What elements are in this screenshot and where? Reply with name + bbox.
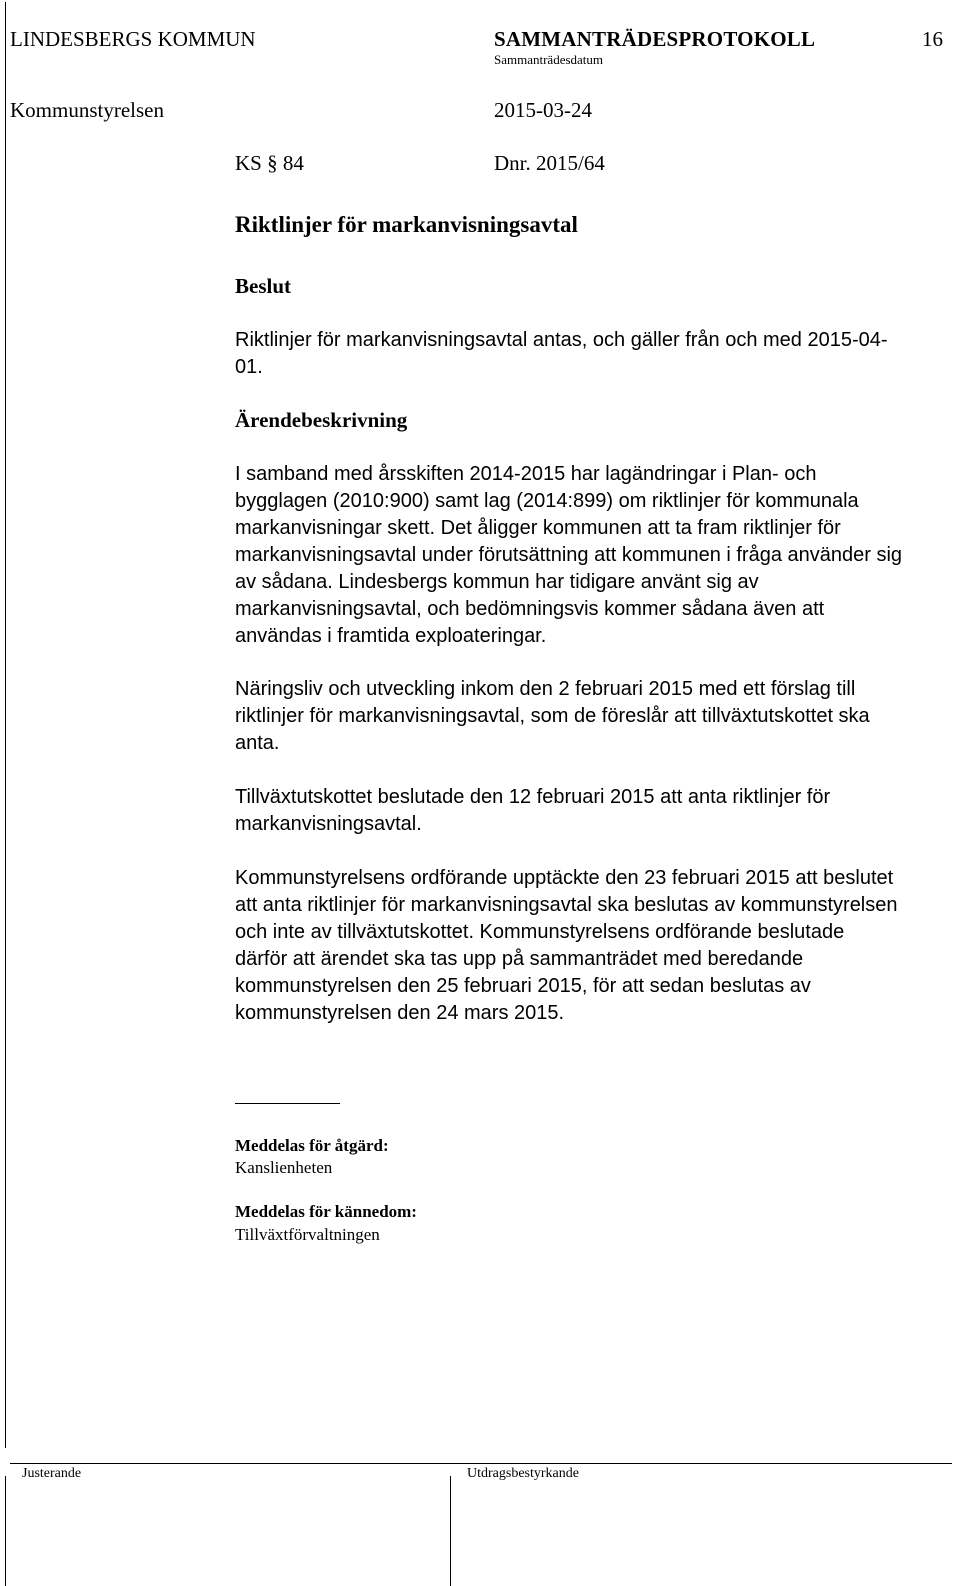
adjuster-label: Justerande [22, 1466, 82, 1481]
text-line: att anta riktlinjer för markanvisningsavtal ska beslutas av kommunstyrelsen [235, 894, 898, 916]
diary-number: Dnr. 2015/64 [494, 151, 605, 175]
ks-label: KS [235, 151, 262, 175]
case-number [235, 151, 304, 176]
text-line: 01. [235, 356, 263, 378]
signature-divider [10, 1463, 952, 1464]
left-signature-rule [5, 1476, 6, 1586]
info-recipients-value: Tillväxtförvaltningen [235, 1225, 380, 1244]
decision-text [235, 327, 955, 381]
text-line: kommunstyrelsen den 25 februari 2015, för att sedan beslutas av [235, 975, 811, 997]
text-line: riktlinjer för markanvisningsavtal, som de föreslår att tillväxtutskottet ska [235, 705, 870, 727]
text-line: användas i framtida exploateringar. [235, 625, 547, 647]
text-line: anta. [235, 732, 280, 754]
document-type: SAMMANTRÄDESPROTOKOLL [494, 27, 816, 51]
action-recipients-value: Kanslienheten [235, 1158, 333, 1177]
section-symbol: § [267, 151, 278, 175]
text-line: Kommunstyrelsens ordförande upptäckte den 23 februari 2015 att beslutet [235, 867, 894, 889]
text-line: markanvisningsavtal. [235, 813, 422, 835]
text-line: bygglagen (2010:900) samt lag (2014:899) om riktlinjer för kommunala [235, 490, 859, 512]
description-paragraph-4 [235, 865, 955, 1027]
decision-heading: Beslut [235, 274, 292, 298]
page-title: Riktlinjer för markanvisningsavtal [235, 212, 578, 237]
date-label: Sammanträdesdatum [494, 52, 604, 67]
text-line: markanvisningsavtal under förutsättning att kommunen i fråga använder sig [235, 544, 903, 566]
left-margin-rule [5, 2, 6, 1448]
description-paragraph-1 [235, 461, 955, 650]
meeting-date: 2015-03-24 [494, 98, 592, 122]
section-number: 84 [282, 151, 304, 175]
text-line: Näringsliv och utveckling inkom den 2 februari 2015 med ett förslag till [235, 678, 856, 700]
description-heading: Ärendebeskrivning [235, 408, 408, 432]
text-line: Riktlinjer för markanvisningsavtal antas, och gäller från och med 2015-04- [235, 329, 888, 351]
text-line: av sådana. Lindesbergs kommun har tidigare använt sig av [235, 571, 759, 593]
text-line: därför att ärendet ska tas upp på sammanträdet med beredande [235, 948, 804, 970]
text-line: Tillväxtutskottet beslutade den 12 februari 2015 att anta riktlinjer för [235, 786, 831, 808]
description-paragraph-3 [235, 784, 955, 838]
text-line: I samband med årsskiften 2014-2015 har lagändringar i Plan- och [235, 463, 817, 485]
text-line: markanvisningsavtal, och bedömningsvis kommer sådana även att [235, 598, 825, 620]
page-number: 16 [922, 27, 943, 51]
certifier-label: Utdragsbestyrkande [467, 1466, 579, 1481]
description-paragraph-2 [235, 676, 955, 757]
text-line: markanvisningar skett. Det åligger kommunen att ta fram riktlinjer för [235, 517, 841, 539]
body-name: Kommunstyrelsen [10, 98, 164, 122]
municipality-name: LINDESBERGS KOMMUN [10, 27, 256, 51]
text-line: och inte av tillväxtutskottet. Kommunstyrelsens ordförande beslutade [235, 921, 845, 943]
info-recipients-label: Meddelas för kännedom: [235, 1202, 417, 1221]
action-recipients-label: Meddelas för åtgärd: [235, 1136, 389, 1155]
middle-signature-rule [450, 1476, 451, 1586]
distribution-rule [235, 1103, 340, 1104]
text-line: kommunstyrelsen den 24 mars 2015. [235, 1002, 565, 1024]
